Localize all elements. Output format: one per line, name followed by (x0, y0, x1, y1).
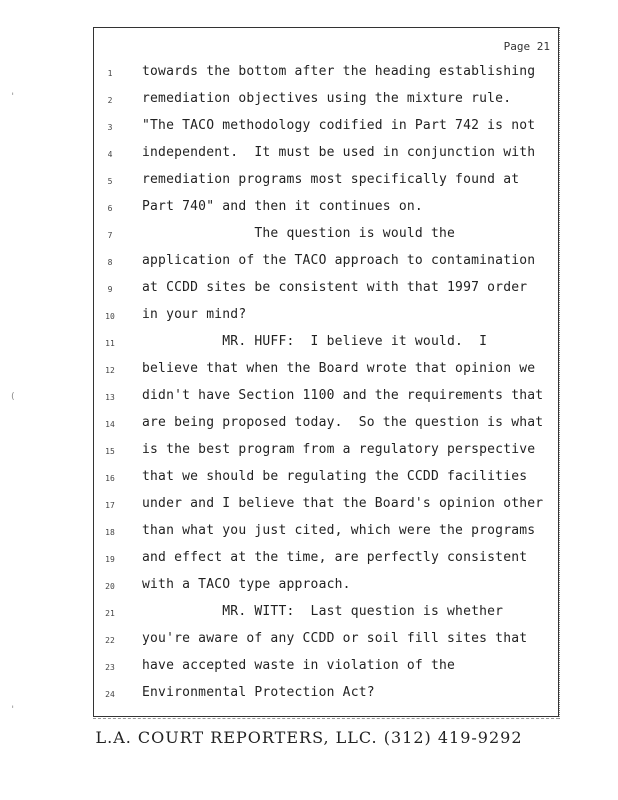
transcript-line (94, 442, 560, 469)
transcript-line (94, 604, 560, 631)
margin-mark: ( (10, 392, 16, 402)
line-text: at CCDD sites be consistent with that 1997 order (142, 280, 528, 295)
line-text: Part 740" and then it continues on. (142, 199, 423, 214)
line-text: have accepted waste in violation of the (142, 658, 456, 673)
frame-right-edge (556, 27, 560, 719)
transcript-line (94, 496, 560, 523)
bottom-rule (93, 718, 559, 721)
line-number: 17 (105, 501, 115, 510)
line-text: and effect at the time, are perfectly consistent (142, 550, 528, 565)
transcript-line (94, 388, 560, 415)
line-number: 21 (105, 609, 115, 618)
line-number: 5 (107, 177, 113, 186)
line-number: 10 (105, 312, 115, 321)
margin-mark: ' (10, 92, 16, 102)
transcript-line (94, 685, 560, 712)
transcript-line (94, 172, 560, 199)
line-number: 8 (107, 258, 113, 267)
line-number: 4 (107, 150, 113, 159)
transcript-line (94, 64, 560, 91)
reporter-footer: L.A. COURT REPORTERS, LLC. (312) 419-9292 (95, 728, 523, 747)
line-text: you're aware of any CCDD or soil fill sites that (142, 631, 528, 646)
line-text: remediation programs most specifically found at (142, 172, 520, 187)
line-text: application of the TACO approach to contamination (142, 253, 536, 268)
line-text: in your mind? (142, 307, 247, 322)
line-number: 1 (107, 69, 113, 78)
line-text: MR. HUFF: I believe it would. I (142, 334, 488, 349)
line-text: are being proposed today. So the question is what (142, 415, 544, 430)
transcript-line (94, 523, 560, 550)
line-number: 15 (105, 447, 115, 456)
line-number: 3 (107, 123, 113, 132)
line-number: 19 (105, 555, 115, 564)
line-text: believe that when the Board wrote that opinion we (142, 361, 536, 376)
transcript-line (94, 118, 560, 145)
transcript-line (94, 469, 560, 496)
transcript-line (94, 280, 560, 307)
line-number: 24 (105, 690, 115, 699)
line-text: "The TACO methodology codified in Part 742 is not (142, 118, 536, 133)
line-number: 20 (105, 582, 115, 591)
line-text: towards the bottom after the heading establishing (142, 64, 536, 79)
line-number: 22 (105, 636, 115, 645)
transcript-line (94, 415, 560, 442)
transcript-line (94, 361, 560, 388)
transcript-line (94, 550, 560, 577)
transcript-line (94, 577, 560, 604)
transcript-line (94, 307, 560, 334)
line-text: under and I believe that the Board's opinion other (142, 496, 544, 511)
line-number: 11 (105, 339, 115, 348)
line-number: 12 (105, 366, 115, 375)
transcript-line (94, 658, 560, 685)
transcript-line (94, 253, 560, 280)
line-number: 18 (105, 528, 115, 537)
line-number: 13 (105, 393, 115, 402)
transcript-line (94, 91, 560, 118)
line-text: The question is would the (142, 226, 456, 241)
transcript-line (94, 145, 560, 172)
transcript-page-frame (93, 27, 559, 717)
line-number: 14 (105, 420, 115, 429)
line-text: Environmental Protection Act? (142, 685, 375, 700)
line-number: 2 (107, 96, 113, 105)
line-number: 23 (105, 663, 115, 672)
line-text: didn't have Section 1100 and the requirements that (142, 388, 544, 403)
transcript-line (94, 226, 560, 253)
line-text: than what you just cited, which were the programs (142, 523, 536, 538)
line-number: 9 (107, 285, 113, 294)
margin-mark: ' (10, 705, 16, 715)
line-number: 6 (107, 204, 113, 213)
page-number: Page 21 (503, 40, 550, 53)
line-text: independent. It must be used in conjunction with (142, 145, 536, 160)
line-text: MR. WITT: Last question is whether (142, 604, 504, 619)
line-text: that we should be regulating the CCDD facilities (142, 469, 528, 484)
line-text: with a TACO type approach. (142, 577, 351, 592)
line-text: is the best program from a regulatory perspective (142, 442, 536, 457)
transcript-line (94, 199, 560, 226)
transcript-line (94, 631, 560, 658)
line-text: remediation objectives using the mixture rule. (142, 91, 512, 106)
line-number: 16 (105, 474, 115, 483)
transcript-line (94, 334, 560, 361)
line-number: 7 (107, 231, 113, 240)
